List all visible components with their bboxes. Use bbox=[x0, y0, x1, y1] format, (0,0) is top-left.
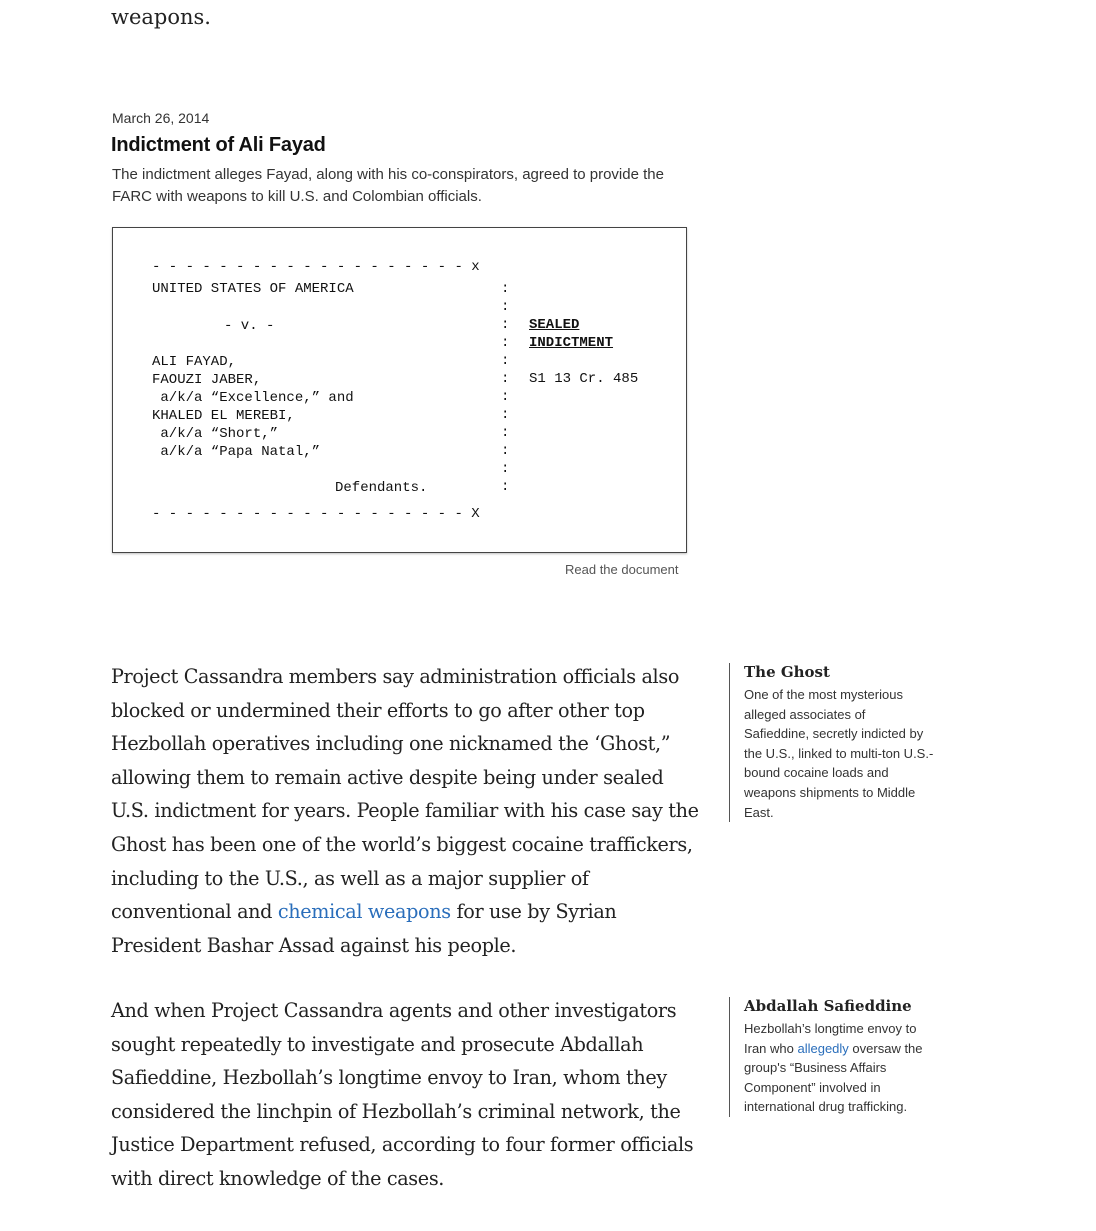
scan-indictment-label: INDICTMENT bbox=[529, 335, 614, 351]
scan-colon: : bbox=[501, 389, 510, 405]
scan-defendant-line: a/k/a “Short,” bbox=[152, 426, 279, 442]
scan-colon: : bbox=[501, 353, 510, 369]
sidebar-note-body: One of the most mysterious alleged associates of Safieddine, secretly indicted by the U.S., linked to multi-ton U.S.-bound cocaine loads and weapons shipments to Middle East. bbox=[744, 687, 934, 820]
scan-colon: : bbox=[501, 479, 510, 495]
scan-defendants-label: Defendants. bbox=[335, 480, 428, 496]
scan-defendant-line: KHALED EL MEREBI, bbox=[152, 408, 295, 424]
sidebar-note-text: Hezbollah’s longtime envoy to Iran who bbox=[744, 1021, 917, 1056]
article-paragraph bbox=[111, 660, 701, 962]
scan-rule-bottom: - - - - - - - - - - - - - - - - - - - X bbox=[152, 506, 480, 522]
document-date: March 26, 2014 bbox=[112, 110, 210, 126]
scan-defendant-line: a/k/a “Excellence,” and bbox=[152, 390, 354, 406]
scan-colon: : bbox=[501, 443, 510, 459]
allegedly-link[interactable]: allegedly bbox=[797, 1040, 849, 1056]
scan-rule-top: - - - - - - - - - - - - - - - - - - - x bbox=[152, 259, 480, 275]
sidebar-note-title: The Ghost bbox=[744, 663, 830, 681]
sidebar-note-body bbox=[744, 1019, 934, 1117]
sidebar-note-text: oversaw the group's “Business Affairs Component” involved in international drug trafficking. bbox=[744, 1040, 923, 1115]
paragraph-text: Project Cassandra members say administration officials also blocked or undermined their efforts to go after other top Hezbollah operatives including one nicknamed the ‘Ghost,” allowing them to remain active despite being under sealed U.S. indictment for years. People familiar with his case say the Ghost has been one of the world’s biggest cocaine traffickers, including to the U.S., as well as a major supplier of conventional and bbox=[111, 665, 699, 924]
scan-colon: : bbox=[501, 461, 510, 477]
sidebar-note-title: Abdallah Safieddine bbox=[744, 997, 912, 1015]
scan-colon: : bbox=[501, 407, 510, 423]
paragraph-text: for use by Syrian President Bashar Assad against his people. bbox=[111, 900, 617, 957]
previous-paragraph-fragment: weapons. bbox=[111, 5, 211, 29]
document-scan-thumbnail[interactable] bbox=[112, 227, 687, 553]
scan-colon: : bbox=[501, 281, 510, 297]
scan-plaintiff: UNITED STATES OF AMERICA bbox=[152, 281, 354, 297]
scan-case-number: S1 13 Cr. 485 bbox=[529, 371, 639, 387]
sidebar-note-safieddine bbox=[729, 997, 934, 1117]
scan-sealed-label: SEALED bbox=[529, 317, 580, 333]
scan-defendant-line: ALI FAYAD, bbox=[152, 354, 237, 370]
article-paragraph: And when Project Cassandra agents and other investigators sought repeatedly to investigate and prosecute Abdallah Safieddine, Hezbollah’s longtime envoy to Iran, whom they considered the linchpin of Hezbollah’s criminal network, the Justice Department refused, according to four former officials with direct knowledge of the cases. bbox=[111, 999, 694, 1190]
sidebar-note-ghost bbox=[729, 663, 934, 822]
scan-colon: : bbox=[501, 425, 510, 441]
scan-defendant-line: a/k/a “Papa Natal,” bbox=[152, 444, 321, 460]
scan-colon: : bbox=[501, 371, 510, 387]
document-title: Indictment of Ali Fayad bbox=[111, 134, 326, 156]
scan-versus: - v. - bbox=[224, 318, 275, 334]
scan-colon: : bbox=[501, 299, 510, 315]
scan-defendant-line: FAOUZI JABER, bbox=[152, 372, 262, 388]
scan-colon: : bbox=[501, 335, 510, 351]
scan-colon: : bbox=[501, 317, 510, 333]
chemical-weapons-link[interactable]: chemical weapons bbox=[277, 900, 451, 924]
read-document-link[interactable]: Read the document bbox=[565, 562, 679, 577]
document-description: The indictment alleges Fayad, along with his co-conspirators, agreed to provide the FARC with weapons to kill U.S. and Colombian officials. bbox=[112, 166, 664, 205]
